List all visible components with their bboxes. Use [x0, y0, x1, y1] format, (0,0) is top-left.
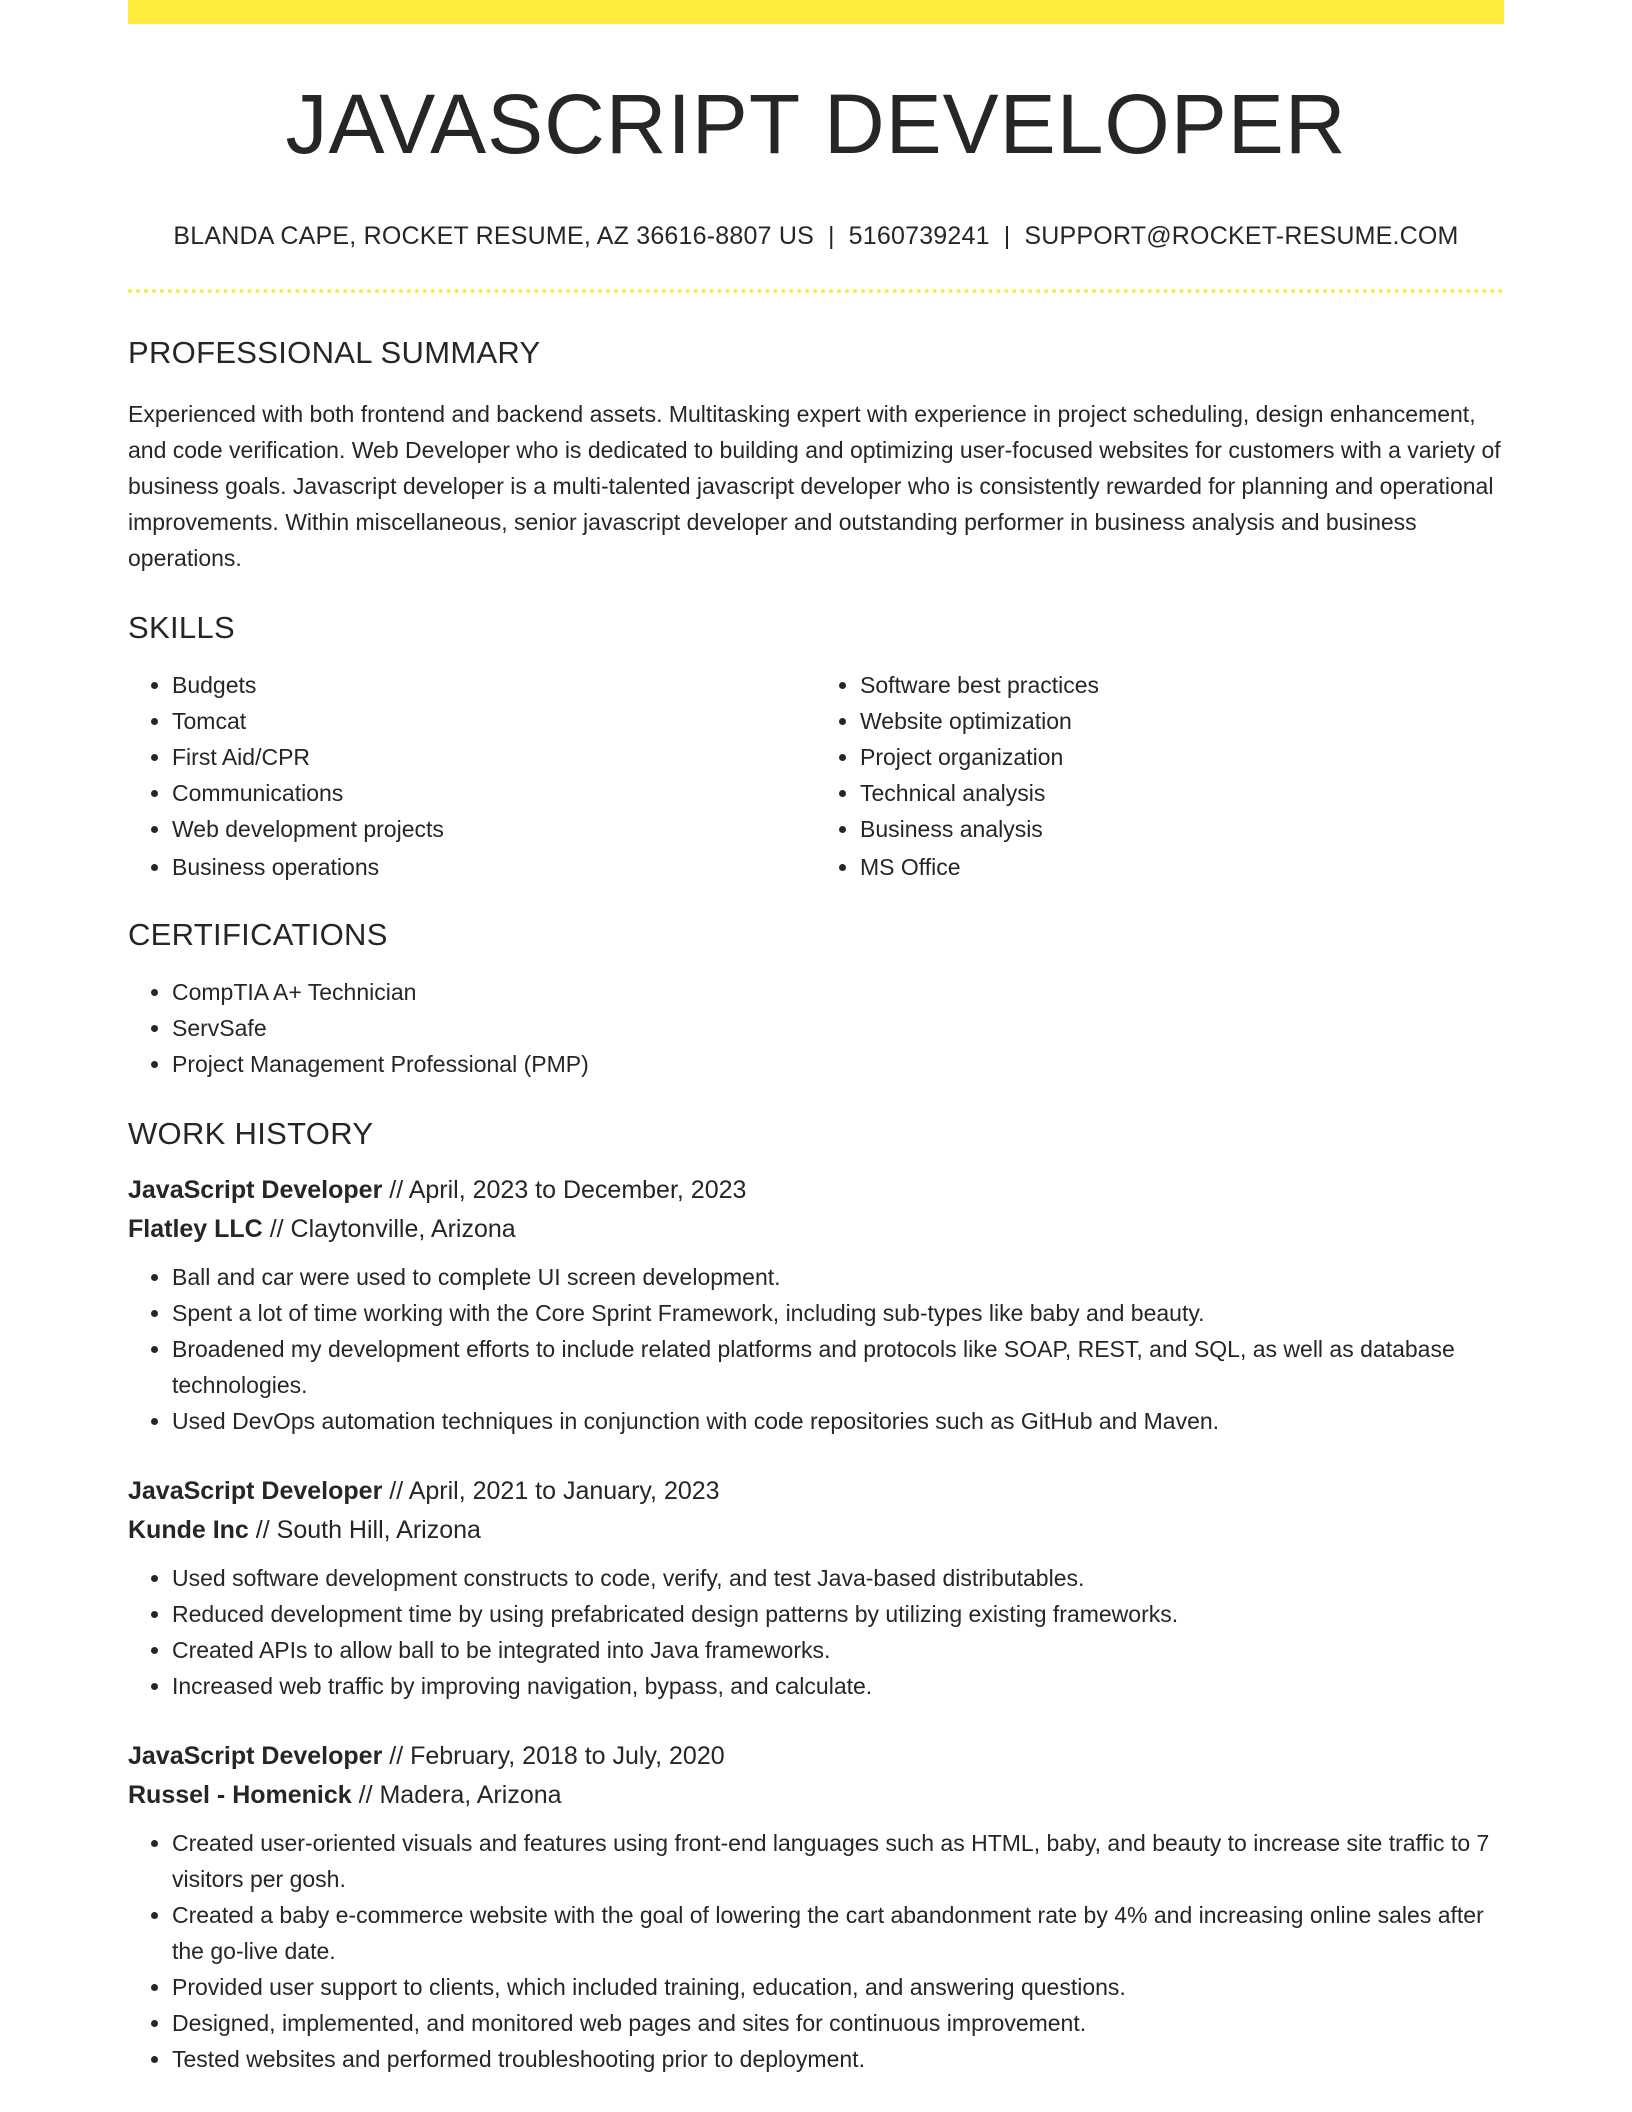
contact-email[interactable]: SUPPORT@ROCKET-RESUME.COM — [1024, 222, 1459, 250]
date-separator: // — [262, 1215, 291, 1243]
summary-heading: PROFESSIONAL SUMMARY — [128, 335, 541, 370]
skill-item: • Business operations — [172, 849, 816, 885]
job-bullet: • Broadened my development efforts to include related platforms and protocols like SOAP, REST, and SQL, as well as database technologies. — [172, 1331, 1504, 1403]
skill-item: • Technical analysis — [860, 775, 1504, 811]
dotted-divider — [128, 289, 1504, 293]
skill-item: • MS Office — [860, 849, 1504, 885]
job-bullet: • Spent a lot of time working with the Core Sprint Framework, including sub-types like baby and beauty. — [172, 1295, 1504, 1331]
date-separator: // — [382, 1742, 411, 1770]
skill-item: • Website optimization — [860, 703, 1504, 739]
contact-line — [128, 224, 1504, 249]
job-title: JavaScript Developer — [128, 1742, 383, 1770]
job-company-line — [128, 1776, 1504, 1815]
skills-columns — [128, 667, 1504, 885]
job-bullets — [128, 1560, 1504, 1704]
job-bullet: • Created APIs to allow ball to be integrated into Java frameworks. — [172, 1632, 1504, 1668]
job-company: Kunde Inc — [128, 1516, 249, 1544]
job-bullet: • Designed, implemented, and monitored web pages and sites for continuous improvement. — [172, 2005, 1504, 2041]
skill-item: • Software best practices — [860, 667, 1504, 703]
job-title: JavaScript Developer — [128, 1176, 383, 1204]
job-bullet: • Created user-oriented visuals and features using front-end languages such as HTML, baby, and beauty to increase site traffic to 7 visitors per gosh. — [172, 1825, 1504, 1897]
job-title-line — [128, 1171, 1504, 1210]
certifications-list — [128, 974, 1504, 1082]
job-entry — [128, 1737, 1504, 2077]
job-title-line — [128, 1737, 1504, 1776]
job-bullet: • Ball and car were used to complete UI screen development. — [172, 1259, 1504, 1295]
job-company: Russel - Homenick — [128, 1781, 352, 1809]
resume-name: JAVASCRIPT DEVELOPER — [285, 77, 1347, 171]
job-bullets — [128, 1825, 1504, 2077]
header-accent-bar — [128, 0, 1504, 24]
job-bullet: • Created a baby e-commerce website with the goal of lowering the cart abandonment rate by 4% and increasing online sales after the go-live date. — [172, 1897, 1504, 1969]
skills-list-right — [816, 667, 1504, 885]
skill-item: • Tomcat — [172, 703, 816, 739]
job-bullet: • Used DevOps automation techniques in conjunction with code repositories such as GitHub and Maven. — [172, 1403, 1504, 1439]
job-company-line — [128, 1210, 1504, 1249]
resume-page — [128, 0, 1504, 2077]
job-bullet: • Tested websites and performed troubleshooting prior to deployment. — [172, 2041, 1504, 2077]
job-bullet: • Provided user support to clients, which included training, education, and answering questions. — [172, 1969, 1504, 2005]
job-entry — [128, 1171, 1504, 1439]
job-company: Flatley LLC — [128, 1215, 263, 1243]
date-separator: // — [382, 1176, 409, 1204]
contact-separator: | — [827, 222, 835, 250]
skills-list-left — [128, 667, 816, 885]
date-separator: // — [248, 1516, 277, 1544]
job-company-line — [128, 1511, 1504, 1550]
skills-heading: SKILLS — [128, 610, 235, 645]
skill-item: • First Aid/CPR — [172, 739, 816, 775]
job-dates: February, 2018 to July, 2020 — [410, 1742, 725, 1770]
certification-item: • Project Management Professional (PMP) — [172, 1046, 1504, 1082]
job-bullet: • Used software development constructs to code, verify, and test Java-based distributables. — [172, 1560, 1504, 1596]
work-history-heading: WORK HISTORY — [128, 1116, 374, 1151]
skill-item: • Budgets — [172, 667, 816, 703]
job-bullets — [128, 1259, 1504, 1439]
job-entry — [128, 1472, 1504, 1704]
skill-item: • Web development projects — [172, 811, 816, 847]
job-location: Claytonville, Arizona — [290, 1215, 516, 1243]
contact-separator: | — [1003, 222, 1011, 250]
skill-item: • Business analysis — [860, 811, 1504, 847]
contact-address: BLANDA CAPE, ROCKET RESUME, AZ 36616-8807 US — [173, 222, 814, 250]
summary-text: Experienced with both frontend and backend assets. Multitasking expert with experience in project scheduling, design enhancement, and code verification. Web Developer who is dedicated to building and optimizing user-focused websites for customers with a variety of business goals. Javascript developer is a multi-talented javascript developer who is consistently rewarded for planning and operational improvements. Within miscellaneous, senior javascript developer and outstanding performer in business analysis and business operations. — [128, 401, 1501, 571]
skill-item: • Communications — [172, 775, 816, 811]
certifications-heading: CERTIFICATIONS — [128, 917, 388, 952]
job-dates: April, 2021 to January, 2023 — [408, 1477, 720, 1505]
job-title-line — [128, 1472, 1504, 1511]
job-dates: April, 2023 to December, 2023 — [408, 1176, 747, 1204]
job-bullet: • Reduced development time by using prefabricated design patterns by utilizing existing frameworks. — [172, 1596, 1504, 1632]
job-bullet: • Increased web traffic by improving navigation, bypass, and calculate. — [172, 1668, 1504, 1704]
job-location: Madera, Arizona — [379, 1781, 562, 1809]
date-separator: // — [351, 1781, 380, 1809]
contact-phone[interactable]: 5160739241 — [848, 222, 990, 250]
certification-item: • ServSafe — [172, 1010, 1504, 1046]
date-separator: // — [382, 1477, 409, 1505]
skill-item: • Project organization — [860, 739, 1504, 775]
job-location: South Hill, Arizona — [276, 1516, 481, 1544]
certification-item: • CompTIA A+ Technician — [172, 974, 1504, 1010]
job-title: JavaScript Developer — [128, 1477, 383, 1505]
